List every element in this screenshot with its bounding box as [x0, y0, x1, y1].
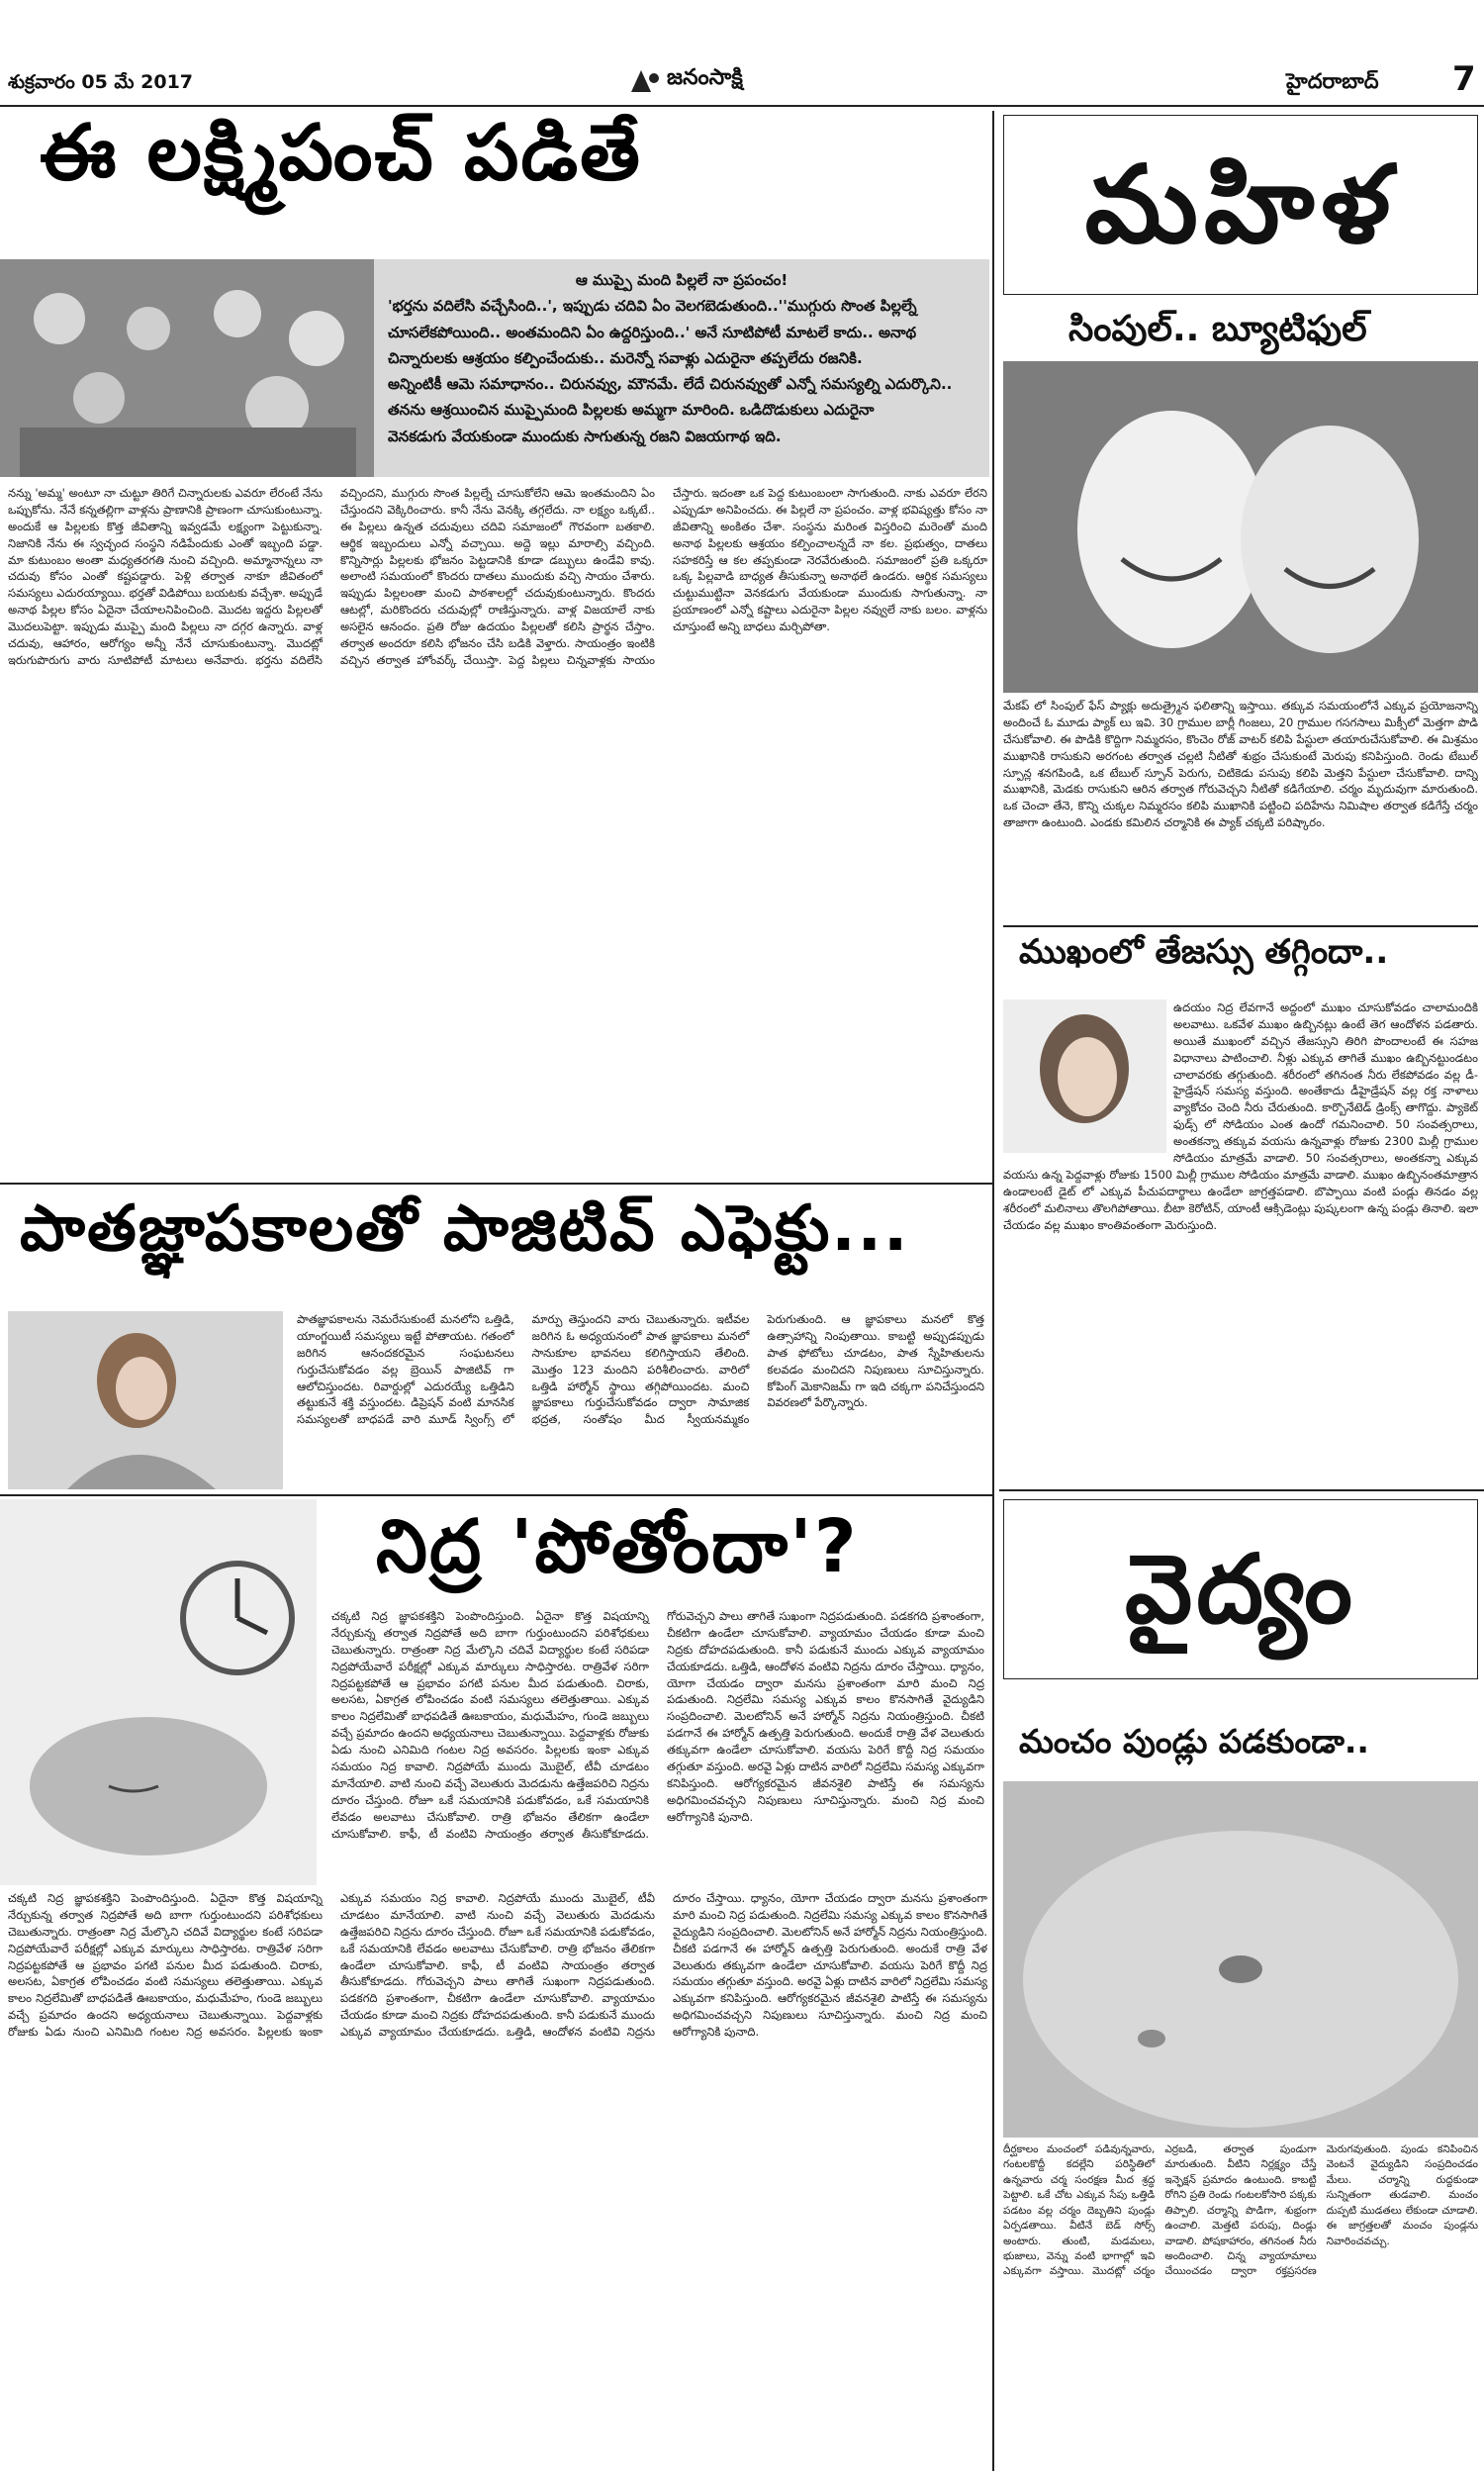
vaidyam-banner	[1003, 1499, 1478, 1679]
story2-headline: పాతజ్ఞాపకాలతో పాజిటివ్ ఎఫెక్టు...	[20, 1192, 910, 1266]
story1-headline: ఈ లక్ష్మిపంచ్ పడితే	[40, 109, 642, 198]
mahila-subhead: సింపుల్.. బ్యూటిఫుల్	[1068, 309, 1367, 349]
story-rule	[0, 1183, 992, 1185]
intro-line: చిన్నారులకు ఆశ్రయం కల్పించేందుకు.. మరెన్నో సవాళ్లు ఎదురైనా తప్పలేదు రజనికి.	[388, 348, 863, 367]
vaidyam-title: వైద్యం	[1125, 1533, 1356, 1645]
sleep-body-upper	[331, 1608, 984, 1885]
skin-wound-icon	[1003, 1781, 1478, 2138]
issue-date: శుక్రవారం 05 మే 2017	[8, 71, 194, 93]
facepack-photo	[1003, 361, 1478, 693]
intro-line: తనను ఆశ్రయించిన ముప్పైమంది పిల్లలకు అమ్మగా మారింది. ఒడిదొడుకులు ఎదురైనా	[388, 401, 875, 420]
logo-icon	[629, 66, 661, 94]
paper-logo	[629, 65, 743, 95]
story1-body: నన్ను 'అమ్మ' అంటూ నా చుట్టూ తిరిగే చిన్నారులకు ఎవరూ లేరంటే నేను ఒప్పుకోను. నేనే కన్నతల్లిగా వాళ్లను ప్రాణానికి ప్రాణంగా చూసుకుంటున్నా. అందుకే ఆ పిల్లలకు కొత్త జీవితాన్ని ఇవ్వడమే లక్ష్యంగా పెట్టుకున్నా. నిజానికి నేను ఈ స్వచ్ఛంద సంస్థని నడిపేందుకు ఎంతో ఇబ్బంది పడ్డా. మా కుటుంబం అంతా మధ్యతరగతి నుంచి వచ్చింది. అమ్మానాన్నలు నా చదువు కోసం ఎంతో కష్టపడ్డారు. పెళ్లి తర్వాత నాకూ జీవితంలో సమస్యలు ఎదురయ్యాయి. భర్తతో విడిపోయి బయటకు వచ్చేశా. అప్పుడే అనాథ పిల్లల కోసం ఏదైనా చేయాలనిపించింది. మొదట ఇద్దరు పిల్లలతో మొదలుపెట్టా. ఇప్పుడు ముప్పై మంది పిల్లలు నా దగ్గర ఉన్నారు. వాళ్ల చదువు, ఆహారం, ఆరోగ్యం అన్నీ నేనే చూసుకుంటున్నా. మొదట్లో ఇరుగుపొరుగు వారు సూటిపోటీ మాటలు అనేవారు. భర్తను వదిలేసి వచ్చిందని, ముగ్గురు సొంత పిల్లల్నే చూసుకోలేని ఆమె ఇంతమందిని ఏం చేస్తుందని వెక్కిరించారు. కానీ నేను వెనక్కి తగ్గలేదు. నా లక్ష్యం ఒక్కటే.. ఈ పిల్లలు ఉన్నత చదువులు చదివి సమాజంలో గౌరవంగా బతకాలి. ఆర్థిక ఇబ్బందులు ఎన్నో వచ్చాయి. అద్దె ఇల్లు మారాల్సి వచ్చింది. కొన్నిసార్లు పిల్లలకు భోజనం పెట్టడానికి కూడా డబ్బులు ఉండేవి కావు. అలాంటి సమయంలో కొందరు దాతలు ముందుకు వచ్చి సాయం చేశారు. ఇప్పుడు పిల్లలంతా మంచి పాఠశాలల్లో చదువుకుంటున్నారు. కొందరు ఆటల్లో, మరికొందరు చదువుల్లో రాణిస్తున్నారు. వాళ్ల విజయాలే నాకు అసలైన ఆనందం. ప్రతి రోజు ఉదయం పిల్లలతో కలిసి ప్రార్థన చేస్తాం. తర్వాత అందరూ కలిసి భోజనం చేసి బడికి వెళ్తారు. సాయంత్రం ఇంటికి వచ్చిన తర్వాత హోంవర్క్ చేయిస్తా. పెద్ద పిల్లలు చిన్నవాళ్లకు సాయం చేస్తారు. ఇదంతా ఒక పెద్ద కుటుంబంలా సాగుతుంది. నాకు ఎవరూ లేరని ఎప్పుడూ అనిపించదు. ఈ పిల్లలే నా ప్రపంచం. వాళ్ల భవిష్యత్తు కోసం నా జీవితాన్ని అంకితం చేశా. సంస్థను మరింత విస్తరించి మరెంతో మంది అనాథ పిల్లలకు ఆశ్రయం కల్పించాలన్నదే నా కల. ప్రభుత్వం, దాతలు సహకరిస్తే ఆ కల తప్పకుండా నెరవేరుతుంది. సమాజంలో ప్రతి ఒక్కరూ ఒక్క పిల్లవాడి బాధ్యత తీసుకున్నా అనాథలే ఉండరు. ఆర్థిక సమస్యలు చుట్టుముట్టినా వెనకడుగు వేయకుండా ముందుకు సాగుతున్నా. నా ప్రయాణంలో ఎన్నో కష్టాలు ఎదురైనా పిల్లల నవ్వులే నాకు బలం. వాళ్లను చూస్తుంటే అన్ని బాధలు మర్చిపోతా.	[8, 486, 987, 667]
intro-line: వెనకడుగు వేయకుండా ముందుకు సాగుతున్న రజని విజయగాథ ఇది.	[388, 427, 782, 445]
story-rule	[0, 1494, 992, 1496]
children-group-icon	[0, 259, 376, 477]
paper-name: జనంసాక్షి	[667, 65, 743, 90]
city: హైదరాబాద్	[1286, 69, 1379, 93]
intro-line: అన్నింటికీ ఆమె సమాధానం.. చిరునవ్వు, మౌనమే. లేదే చిరునవ్వుతో ఎన్నో సమస్యల్ని ఎదుర్కొని..	[388, 375, 953, 393]
vaidyam-body: దీర్ఘకాలం మంచంలో పడివున్నవారు, గంటలకొద్దీ కదల్లేని పరిస్థితిలో ఉన్నవారు చర్మ సంరక్షణ మీద శ్రద్ధ పెట్టాలి. ఒకే చోట ఎక్కువ సేపు ఒత్తిడి పడటం వల్ల చర్మం దెబ్బతిని పుండ్లు ఏర్పడతాయి. వీటినే బెడ్ సోర్స్ అంటారు. తుంటి, మడమలు, భుజాలు, వెన్ను వంటి భాగాల్లో ఇవి ఎక్కువగా వస్తాయి. మొదట్లో చర్మం ఎర్రబడి, తర్వాత పుండుగా మారుతుంది. వీటిని నిర్లక్ష్యం చేస్తే ఇన్ఫెక్షన్ ప్రమాదం ఉంటుంది. కాబట్టి రోగిని ప్రతి రెండు గంటలకోసారి పక్కకు తిప్పాలి. చర్మాన్ని పొడిగా, శుభ్రంగా ఉంచాలి. మెత్తటి పరుపు, దిండ్లు వాడాలి. పోషకాహారం, తగినంత నీరు అందించాలి. చిన్న వ్యాయామాలు చేయించడం ద్వారా రక్తప్రసరణ మెరుగవుతుంది. పుండు కనిపించిన వెంటనే వైద్యుడిని సంప్రదించడం మేలు. చర్మాన్ని రుద్దకుండా సున్నితంగా తుడవాలి. మంచం దుప్పటి ముడతలు లేకుండా చూడాలి. ఈ జాగ్రత్తలతో మంచం పుండ్లను నివారించవచ్చు.	[1003, 2143, 1478, 2278]
bedsore-photo	[1003, 1781, 1478, 2138]
section-rule	[999, 1489, 1484, 1491]
mahila-banner	[1003, 115, 1478, 295]
story1-intro-box	[374, 259, 989, 477]
sleep-body-continued: చక్కటి నిద్ర జ్ఞాపకశక్తిని పెంపొందిస్తుంది. ఏదైనా కొత్త విషయాన్ని నేర్చుకున్న తర్వాత నిద్రపోతే అది బాగా గుర్తుంటుందని పరిశోధకులు చెబుతున్నారు. రాత్రంతా నిద్ర మేల్కొని చదివే విద్యార్థుల కంటే సరిపడా నిద్రపోయేవారే పరీక్షల్లో ఎక్కువ మార్కులు సాధిస్తారట. రాత్రివేళ సరిగా నిద్రపట్టకపోతే ఆ ప్రభావం పగటి పనుల మీద పడుతుంది. చిరాకు, అలసట, ఏకాగ్రత లోపించడం వంటి సమస్యలు తలెత్తుతాయి. ఎక్కువ కాలం నిద్రలేమితో బాధపడితే ఊబకాయం, మధుమేహం, గుండె జబ్బులు వచ్చే ప్రమాదం ఉందని అధ్యయనాలు చెబుతున్నాయి. పెద్దవాళ్లకు రోజుకు ఏడు నుంచి ఎనిమిది గంటల నిద్ర అవసరం. పిల్లలకు ఇంకా ఎక్కువ సమయం నిద్ర కావాలి. నిద్రపోయే ముందు మొబైల్, టీవీ చూడటం మానేయాలి. వాటి నుంచి వచ్చే వెలుతురు మెదడును ఉత్తేజపరిచి నిద్రను దూరం చేస్తుంది. రోజూ ఒకే సమయానికి పడుకోవడం, ఒకే సమయానికి లేవడం అలవాటు చేసుకోవాలి. రాత్రి భోజనం తేలికగా ఉండేలా చూసుకోవాలి. కాఫీ, టీ వంటివి సాయంత్రం తర్వాత తీసుకోకూడదు. గోరువెచ్చని పాలు తాగితే సుఖంగా నిద్రపడుతుంది. పడకగది ప్రశాంతంగా, చీకటిగా ఉండేలా చూసుకోవాలి. వ్యాయామం చేయడం కూడా మంచి నిద్రకు దోహదపడుతుంది. కానీ పడుకునే ముందు ఎక్కువ వ్యాయామం చేయకూడదు. ఒత్తిడి, ఆందోళన వంటివి నిద్రను దూరం చేస్తాయి. ధ్యానం, యోగా చేయడం ద్వారా మనసు ప్రశాంతంగా మారి మంచి నిద్ర పడుతుంది. నిద్రలేమి సమస్య ఎక్కువ కాలం కొనసాగితే వైద్యుడిని సంప్రదించాలి. మెలటోనిన్ అనే హార్మోన్ నిద్రను నియంత్రిస్తుంది. చీకటి పడగానే ఈ హార్మోన్ ఉత్పత్తి పెరుగుతుంది. అందుకే రాత్రి వేళ వెలుతురు తక్కువగా ఉండేలా చూసుకోవాలి. వయసు పెరిగే కొద్దీ నిద్ర సమయం తగ్గుతూ వస్తుంది. అరవై ఏళ్లు దాటిన వారిలో నిద్రలేమి సమస్య ఎక్కువగా కనిపిస్తుంది. ఆరోగ్యకరమైన జీవనశైలి పాటిస్తే ఈ సమస్యను అధిగమించవచ్చని నిపుణులు సూచిస్తున్నారు. మంచి నిద్ర మంచి ఆరోగ్యానికి పునాది.	[331, 1609, 984, 1841]
mahila-title: మహిళ	[1084, 143, 1397, 267]
mahila-body2-wrap	[1003, 999, 1478, 1465]
thinking-woman-icon	[8, 1311, 283, 1489]
sleeping-woman-photo	[0, 1499, 317, 1885]
section-rule	[1003, 925, 1478, 927]
mahila-body2: ఉదయం నిద్ర లేవగానే అద్దంలో ముఖం చూసుకోవడం చాలామందికి అలవాటు. ఒకవేళ ముఖం ఉబ్బినట్లు ఉంటే తెగ ఆందోళన పడతారు. అయితే ముఖంలో వచ్చిన తేజస్సుని తిరిగి పొందాలంటే ఈ సహజ విధానాలు పాటించాలి. నీళ్లు ఎక్కువ తాగితే ముఖం ఉబ్బినట్టుండటం చాలావరకు తగ్గుతుంది. శరీరంలో తగినంత నీరు లేకపోవడం వల్ల డీ-హైడ్రేషన్ సమస్య వస్తుంది. అంతేకాదు డీహైడ్రేషన్ వల్ల రక్త నాళాలు వ్యాకోచం చెంది నీరు చేరుతుంది. కార్బొనేటెడ్ డ్రింక్స్ తాగొద్దు. ప్యాకెట్ ఫుడ్స్ లో సోడియం ఎంత ఉందో గమనించాలి. 50 సంవత్సరాలు, అంతకన్నా తక్కువ వయసు ఉన్నవాళ్లు రోజుకు 2300 మిల్లీ గ్రాముల సోడియం మాత్రమే వాడాలి. 50 సంవత్సరాలు, అంతకన్నా ఎక్కువ వయసు ఉన్న పెద్దవాళ్లు రోజుకు 1500 మిల్లీ గ్రాముల సోడియం మాత్రమే వాడాలి. ముఖం ఉబ్బినంతమాత్రాన ఉండాలంటే డైట్ లో ఎక్కువ పీచుపదార్థాలు ఉండేలా జాగ్రత్తపడాలి. బొప్పాయి వంటి పండ్లు తినడం వల్ల శరీరంలో మలినాలు తొలగిపోతాయి. బీటా కెరోటిన్, యాంటీ ఆక్సిడెంట్లు పుష్కలంగా ఉన్న పండ్లు తినాలి. ఇలా చేయడం వల్ల ముఖం కాంతివంతంగా మెరుస్తుంది.	[1003, 1000, 1478, 1232]
sleep-body: చక్కటి నిద్ర జ్ఞాపకశక్తిని పెంపొందిస్తుంది. ఏదైనా కొత్త విషయాన్ని నేర్చుకున్న తర్వాత నిద్రపోతే అది బాగా గుర్తుంటుందని పరిశోధకులు చెబుతున్నారు. రాత్రంతా నిద్ర మేల్కొని చదివే విద్యార్థుల కంటే సరిపడా నిద్రపోయేవారే పరీక్షల్లో ఎక్కువ మార్కులు సాధిస్తారట. రాత్రివేళ సరిగా నిద్రపట్టకపోతే ఆ ప్రభావం పగటి పనుల మీద పడుతుంది. చిరాకు, అలసట, ఏకాగ్రత లోపించడం వంటి సమస్యలు తలెత్తుతాయి. ఎక్కువ కాలం నిద్రలేమితో బాధపడితే ఊబకాయం, మధుమేహం, గుండె జబ్బులు వచ్చే ప్రమాదం ఉందని అధ్యయనాలు చెబుతున్నాయి. పెద్దవాళ్లకు రోజుకు ఏడు నుంచి ఎనిమిది గంటల నిద్ర అవసరం. పిల్లలకు ఇంకా ఎక్కువ సమయం నిద్ర కావాలి. నిద్రపోయే ముందు మొబైల్, టీవీ చూడటం మానేయాలి. వాటి నుంచి వచ్చే వెలుతురు మెదడును ఉత్తేజపరిచి నిద్రను దూరం చేస్తుంది. రోజూ ఒకే సమయానికి పడుకోవడం, ఒకే సమయానికి లేవడం అలవాటు చేసుకోవాలి. రాత్రి భోజనం తేలికగా ఉండేలా చూసుకోవాలి. కాఫీ, టీ వంటివి సాయంత్రం తర్వాత తీసుకోకూడదు. గోరువెచ్చని పాలు తాగితే సుఖంగా నిద్రపడుతుంది. పడకగది ప్రశాంతంగా, చీకటిగా ఉండేలా చూసుకోవాలి. వ్యాయామం చేయడం కూడా మంచి నిద్రకు దోహదపడుతుంది. కానీ పడుకునే ముందు ఎక్కువ వ్యాయామం చేయకూడదు. ఒత్తిడి, ఆందోళన వంటివి నిద్రను దూరం చేస్తాయి. ధ్యానం, యోగా చేయడం ద్వారా మనసు ప్రశాంతంగా మారి మంచి నిద్ర పడుతుంది. నిద్రలేమి సమస్య ఎక్కువ కాలం కొనసాగితే వైద్యుడిని సంప్రదించాలి. మెలటోనిన్ అనే హార్మోన్ నిద్రను నియంత్రిస్తుంది. చీకటి పడగానే ఈ హార్మోన్ ఉత్పత్తి పెరుగుతుంది. అందుకే రాత్రి వేళ వెలుతురు తక్కువగా ఉండేలా చూసుకోవాలి. వయసు పెరిగే కొద్దీ నిద్ర సమయం తగ్గుతూ వస్తుంది. అరవై ఏళ్లు దాటిన వారిలో నిద్రలేమి సమస్య ఎక్కువగా కనిపిస్తుంది. ఆరోగ్యకరమైన జీవనశైలి పాటిస్తే ఈ సమస్యను అధిగమించవచ్చని నిపుణులు సూచిస్తున్నారు. మంచి నిద్ర మంచి ఆరోగ్యానికి పునాది.	[8, 1891, 987, 2040]
sleep-headline: నిద్ర 'పోతోందా'?	[376, 1504, 859, 1589]
page-number: 7	[1452, 59, 1476, 99]
mahila-subhead2: ముఖంలో తేజస్సు తగ్గిందా..	[1019, 932, 1389, 972]
woman-thinking-photo	[8, 1311, 283, 1489]
children-photo	[0, 259, 376, 477]
facepack-women-icon	[1003, 361, 1478, 693]
mahila-body: మేకప్ లో సింపుల్ ఫేస్ ప్యాక్లు అదుత్ర్మైన ఫలితాన్ని ఇస్తాయి. తక్కువ సమయంలోనే ఎక్కువ ప్రయోజనాన్ని అందించే ఓ మూడు ప్యాక్ లు ఇవి. 30 గ్రాముల బార్లీ గింజలు, 20 గ్రాముల గసగసాలు మిక్సీలో మెత్తగా పొడి చేసుకోవాలి. ఈ పొడికి కొద్దిగా నిమ్మరసం, కొంచెం రోజ్ వాటర్ కలిపి పేస్టులా తయారుచేసుకోవాలి. ఈ మిశ్రమం ముఖానికి రాసుకుని అరగంట తర్వాత చల్లటి నీటితో శుభ్రం చేసుకుంటే మెరుపు కనిపిస్తుంది. రెండు టేబుల్ స్పూన్ల శనగపిండి, ఒక టేబుల్ స్పూన్ పెరుగు, చిటికెడు పసుపు కలిపి మెత్తని పేస్టులా చేసుకోవాలి. దాన్ని ముఖానికి, మెడకు రాసుకుని ఆరిన తర్వాత గోరువెచ్చని నీటితో కడిగేయాలి. చర్మం మృదువుగా మారుతుంది. ఒక చెంచా తేనె, కొన్ని చుక్కల నిమ్మరసం కలిపి ముఖానికి పట్టించి పదిహేను నిమిషాల తర్వాత కడిగేస్తే చర్మం తాజాగా ఉంటుంది. ఎండకు కమిలిన చర్మానికి ఈ ప్యాక్ చక్కటి పరిష్కారం.	[1003, 699, 1478, 830]
sleep-clock-icon	[0, 1499, 317, 1885]
intro-line: చూసలేకపోయింది.. అంతమందిని ఏం ఉద్దరిస్తుంది..' అనే సూటిపోటీ మాటలే కాదు.. అనాథ	[388, 323, 917, 341]
sleep-body-lower	[8, 1890, 987, 2469]
vaidyam-subhead: మంచం పుండ్లు పడకుండా..	[1019, 1722, 1369, 1760]
column-divider	[992, 111, 994, 2471]
masthead-rule	[0, 105, 1484, 107]
intro-line: ఆ ముప్పై మంది పిల్లలే నా ప్రపంచం!	[575, 271, 788, 289]
intro-line: 'భర్తను వదిలేసి వచ్చేసింది..', ఇప్పుడు చదివి ఏం వెలగబెడుతుంది..''ముగ్గురు సొంత పిల్లల్నే	[388, 297, 917, 316]
story2-body: పాతజ్ఞాపకాలను నెమరేసుకుంటే మనలోని ఒత్తిడి, యాంగ్జయిటీ సమస్యలు ఇట్టే పోతాయట. గతంలో జరిగిన ఆనందకరమైన సంఘటనలు గుర్తుచేసుకోవడం వల్ల బ్రెయిన్ పాజిటివ్ గా ఆలోచిస్తుందట. రివార్డుల్లో ఎదురయ్యే ఒత్తిడిని తట్టుకునే శక్తి వస్తుందట. డిప్రెషన్ వంటి మానసిక సమస్యలతో బాధపడే వారి మూడ్ స్వింగ్స్ లో మార్పు తెస్తుందని వారు చెబుతున్నారు. ఇటీవల జరిగిన ఓ అధ్యయనంలో పాత జ్ఞాపకాలు మనలో సానుకూల భావనలు కలిగిస్తాయని తేలింది. మొత్తం 123 మందిని పరిశీలించారు. వారిలో ఒత్తిడి హార్మోన్ స్థాయి తగ్గిపోయిందట. మంచి జ్ఞాపకాలు గుర్తుచేసుకోవడం ద్వారా సామాజిక భద్రత, సంతోషం మీద స్వీయనమ్మకం పెరుగుతుంది. ఆ జ్ఞాపకాలు మనలో కొత్త ఉత్సాహాన్ని నింపుతాయి. కాబట్టి అప్పుడప్పుడు పాత ఫోటోలు చూడటం, పాత స్నేహితులను కలవడం మంచిదని నిపుణులు సూచిస్తున్నారు. కోపింగ్ మెకానిజమ్ గా ఇది చక్కగా పనిచేస్తుందని వివరణలో పేర్కొన్నారు.	[297, 1312, 984, 1427]
